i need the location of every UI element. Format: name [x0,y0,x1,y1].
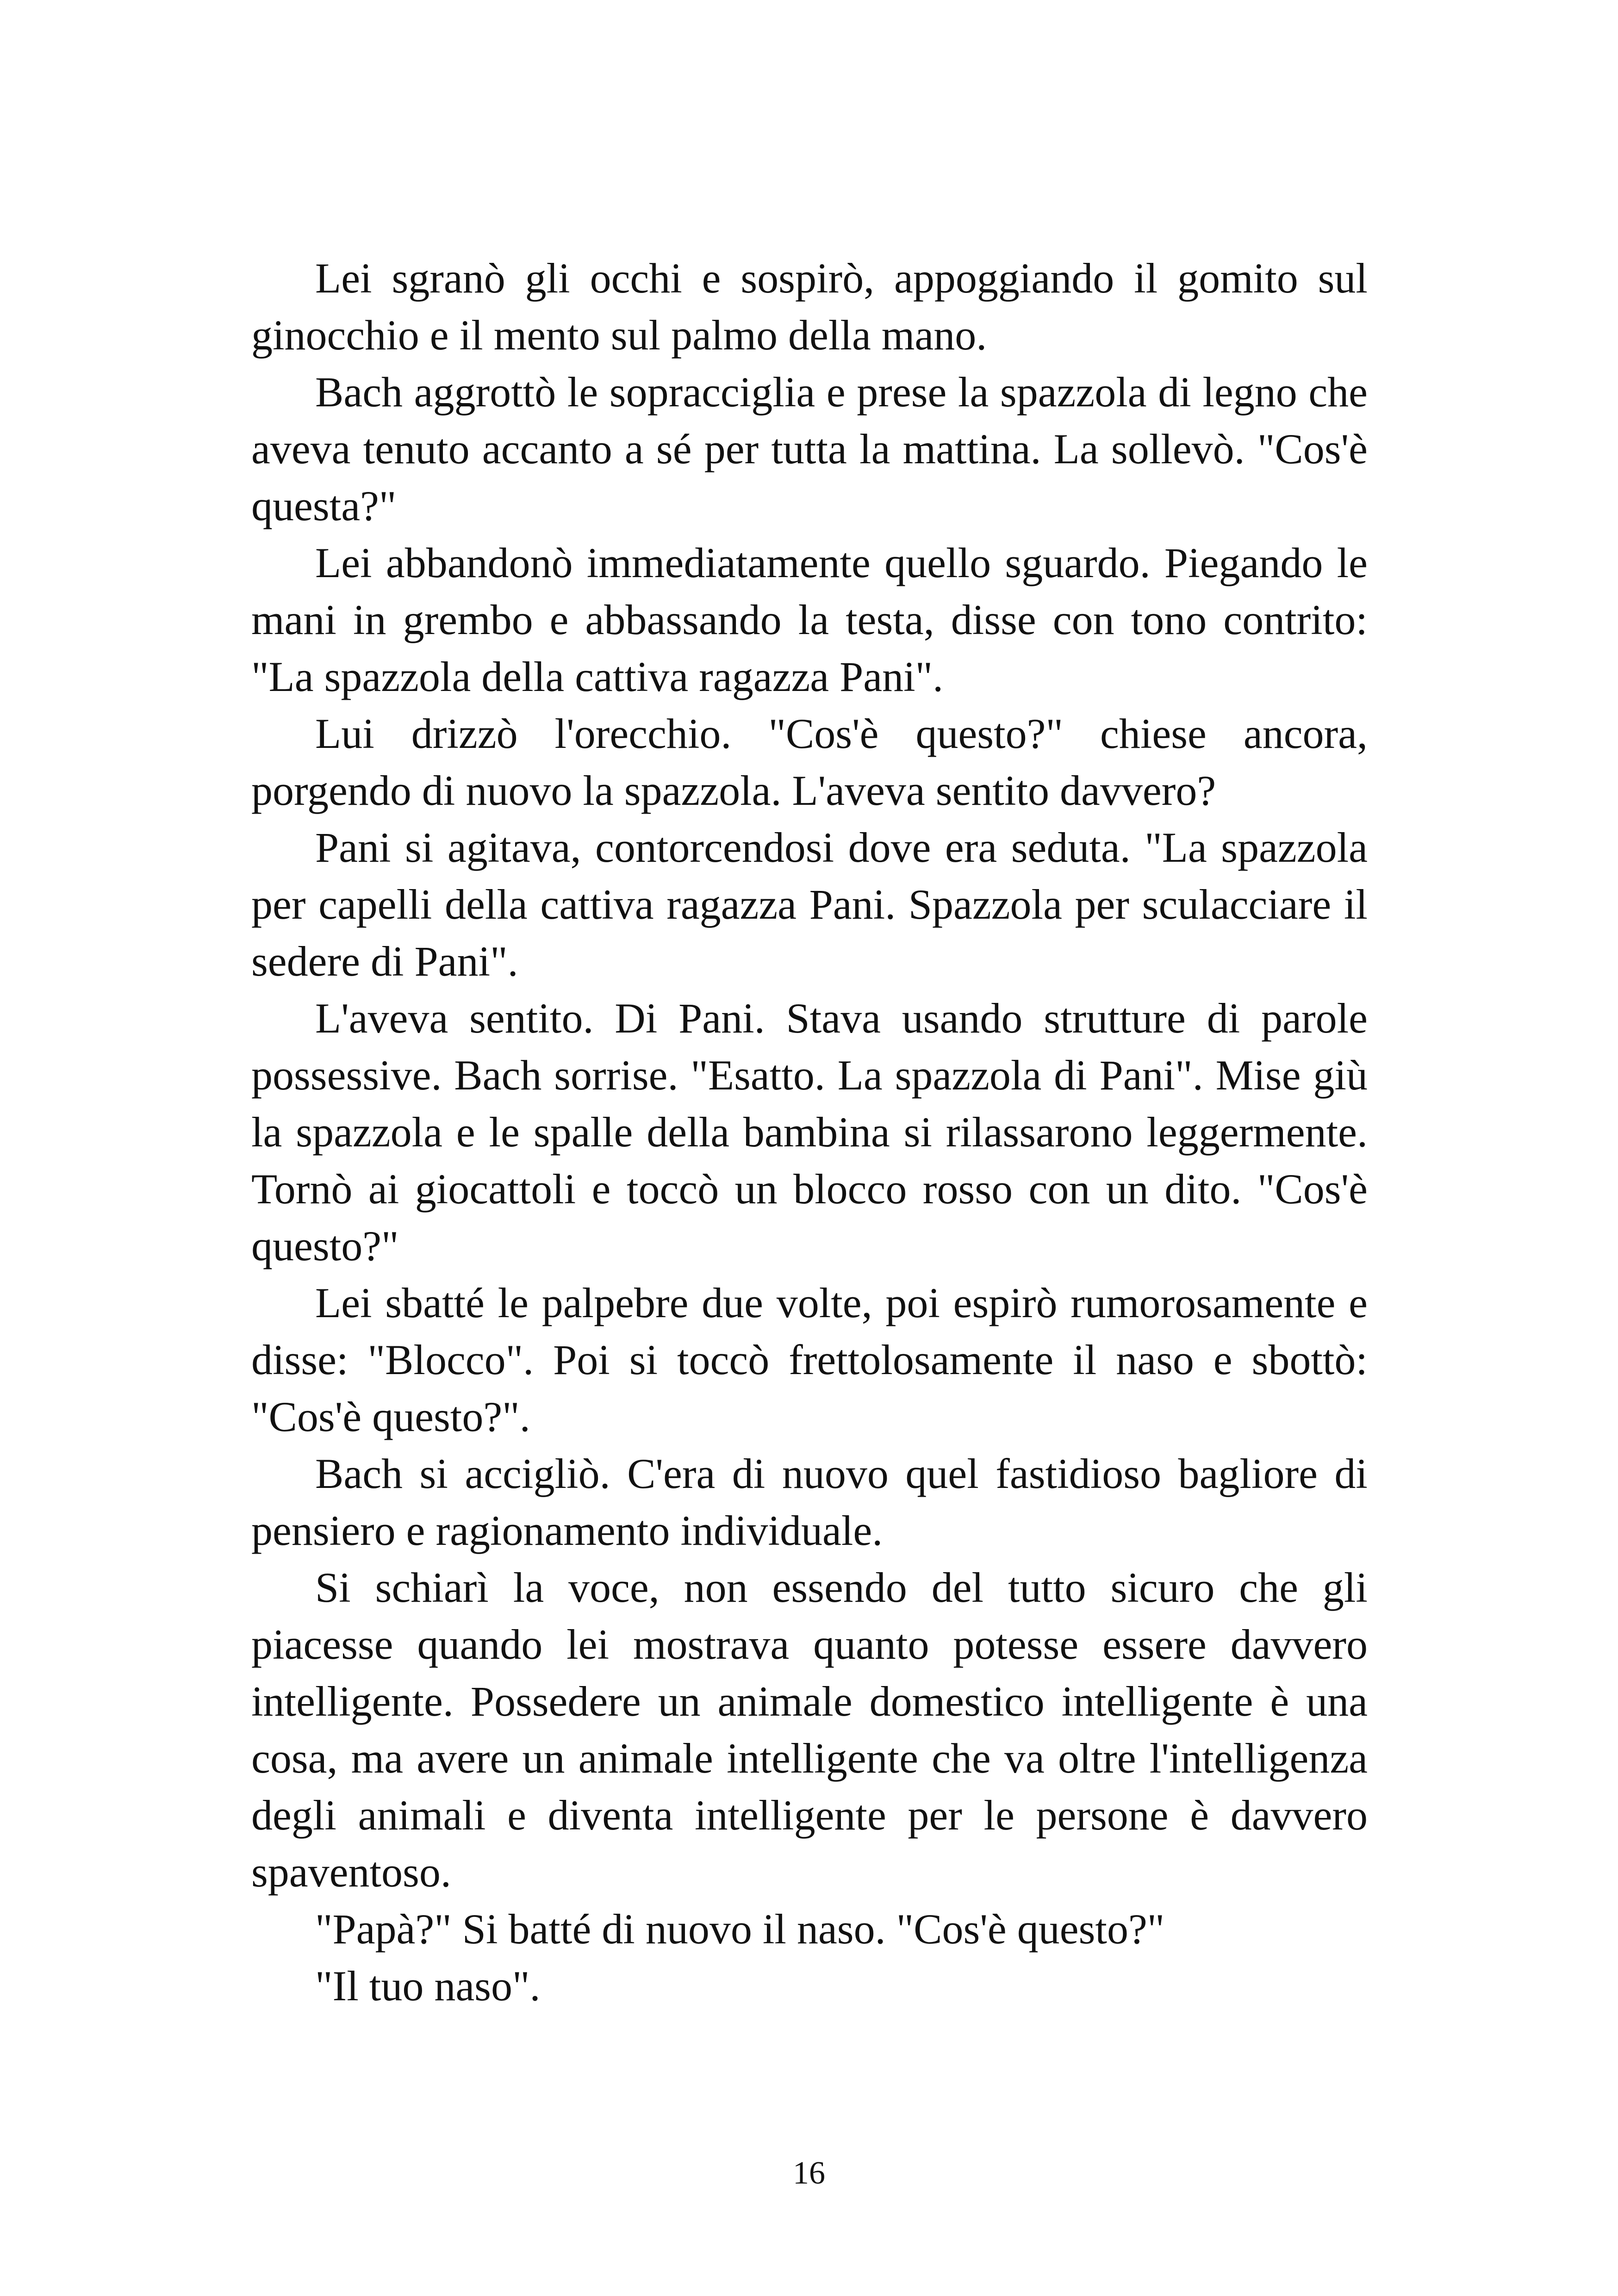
paragraph: Bach aggrottò le sopracciglia e prese la spazzola di legno che aveva tenuto accanto a sé per tutta la mattina. La sollevò. "Cos'è questa?" [251,368,1368,529]
paragraph: Lei abbandonò immediatamente quello sguardo. Piegando le mani in grembo e abbassando la testa, disse con tono contrito: "La spazzola della cattiva ragazza Pani". [251,539,1368,700]
body-text [251,250,1368,2015]
paragraph: "Il tuo naso". [315,1962,541,2010]
paragraph: Lei sgranò gli occhi e sospirò, appoggiando il gomito sul ginocchio e il mento sul palmo della mano. [251,255,1368,359]
paragraph: Pani si agitava, contorcendosi dove era seduta. "La spazzola per capelli della cattiva ragazza Pani. Spazzola per sculacciare il sedere di Pani". [251,824,1368,985]
paragraph: Lui drizzò l'orecchio. "Cos'è questo?" chiese ancora, porgendo di nuovo la spazzola. L'aveva sentito davvero? [251,710,1368,814]
paragraph: Bach si accigliò. C'era di nuovo quel fastidioso bagliore di pensiero e ragionamento individuale. [251,1450,1368,1554]
paragraph: Lei sbatté le palpebre due volte, poi espirò rumorosamente e disse: "Blocco". Poi si toccò frettolosamente il naso e sbottò: "Cos'è questo?". [251,1279,1368,1440]
paragraph: Si schiarì la voce, non essendo del tutto sicuro che gli piacesse quando lei mostrava quanto potesse essere davvero intelligente. Possedere un animale domestico intelligente è una cosa, ma avere un animale intelligente che va oltre l'intelligenza degli animali e diventa intelligente per le persone è davvero spaventoso. [251,1564,1368,1896]
page-number: 16 [793,2155,825,2191]
paragraph: "Papà?" Si batté di nuovo il naso. "Cos'è questo?" [315,1905,1165,1953]
paragraph: L'aveva sentito. Di Pani. Stava usando strutture di parole possessive. Bach sorrise. "Esatto. La spazzola di Pani". Mise giù la spazzola e le spalle della bambina si rilassarono leggermente. Tornò ai giocattoli e toccò un blocco rosso con un dito. "Cos'è questo?" [251,995,1368,1269]
